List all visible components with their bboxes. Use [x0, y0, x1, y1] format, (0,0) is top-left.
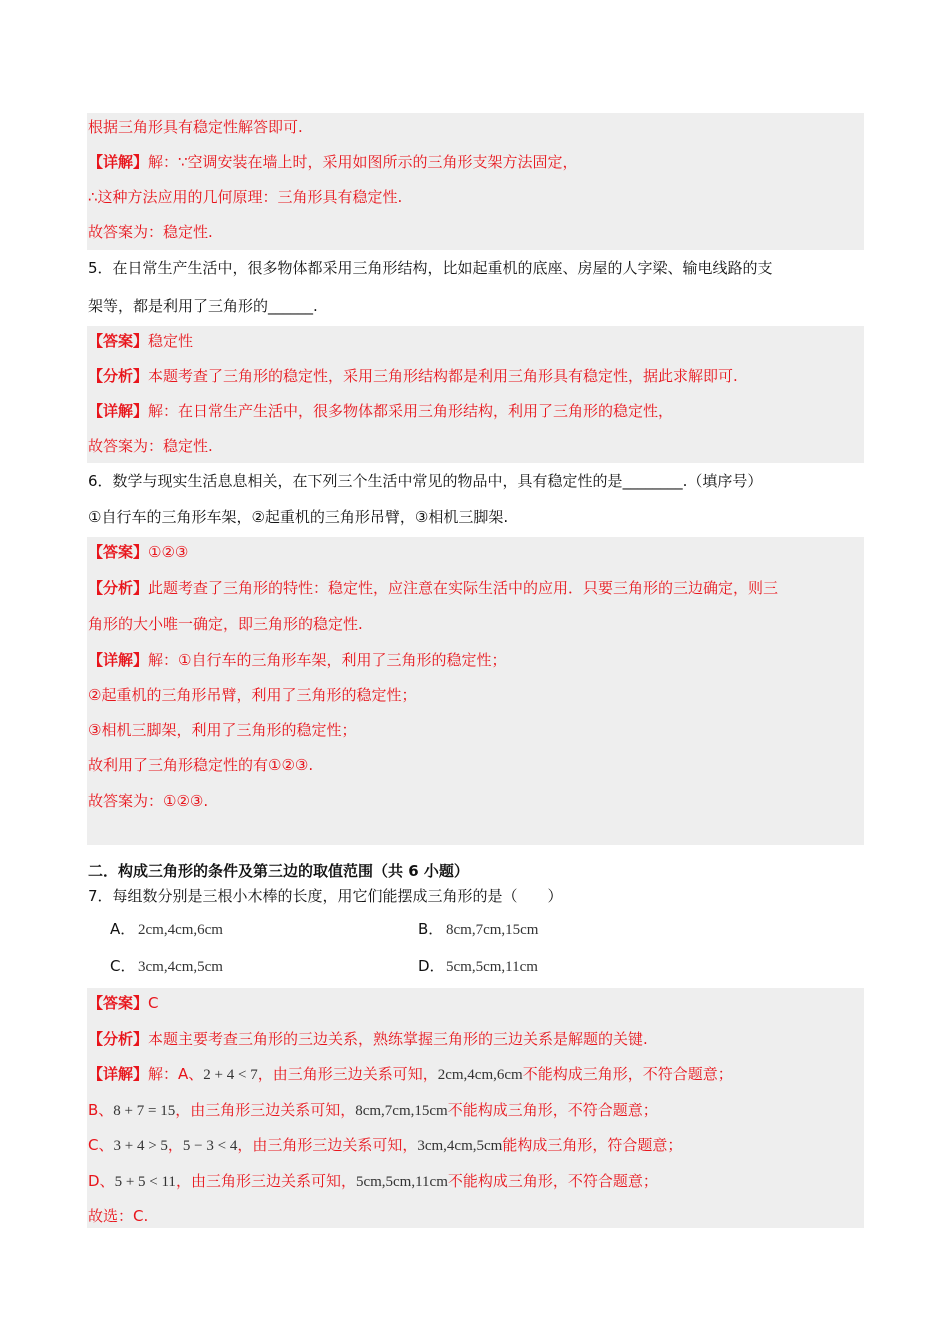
detail-line-d: D、5 + 5 < 11，由三角形三边关系可知，5cm,5cm,11cm不能构成三角形，不符合题意； — [88, 1172, 658, 1190]
detail-tag: 【详解】 — [88, 1065, 149, 1083]
option-label: B． — [418, 920, 444, 938]
question-5-stem-cont: 架等，都是利用了三角形的______. — [88, 297, 318, 315]
option-b — [418, 919, 538, 940]
question-7-stem: 7．每组数分别是三根小木棒的长度，用它们能摆成三角形的是（ ） — [88, 887, 563, 905]
answer-tag: 【答案】 — [88, 332, 149, 350]
option-value: 2cm,4cm,6cm — [138, 922, 223, 938]
answer-blank: ________ — [622, 472, 683, 490]
detail-line-c: C、3 + 4 > 5，5 − 3 < 4，由三角形三边关系可知，3cm,4cm,5cm能构成三角形，符合题意； — [88, 1136, 683, 1154]
detail-line: 【详解】解：①自行车的三角形车架，利用了三角形的稳定性； — [88, 651, 507, 669]
analysis-line-cont: 角形的大小唯一确定，即三角形的稳定性. — [88, 615, 363, 633]
option-value: 8cm,7cm,15cm — [446, 922, 539, 938]
option-value: 5cm,5cm,11cm — [446, 959, 538, 975]
detail-line-a: 【详解】解：A、2 + 4 < 7，由三角形三边关系可知，2cm,4cm,6cm不能构成三角形，不符合题意； — [88, 1065, 733, 1083]
option-label: D． — [418, 957, 445, 975]
detail-line: 【详解】解：在日常生产生活中，很多物体都采用三角形结构，利用了三角形的稳定性， — [88, 402, 674, 420]
answer-line: 【答案】稳定性 — [88, 332, 194, 350]
math-values: 5cm,5cm,11cm — [355, 1174, 448, 1190]
math-expr: 8 + 7 = 15 — [113, 1103, 176, 1119]
detail-line: 故利用了三角形稳定性的有①②③. — [88, 756, 314, 774]
analysis-tag: 【分析】 — [88, 1030, 149, 1048]
analysis-tag: 【分析】 — [88, 579, 149, 597]
option-d — [418, 956, 538, 977]
option-value: 3cm,4cm,5cm — [138, 959, 223, 975]
analysis-line: 【分析】此题考查了三角形的特性：稳定性，应注意在实际生活中的应用．只要三角形的三边确定，则三 — [88, 579, 779, 597]
math-values: 3cm,4cm,5cm — [417, 1138, 503, 1154]
math-expr: 2 + 4 < 7 — [203, 1067, 258, 1083]
math-expr: 5 + 5 < 11 — [114, 1174, 176, 1190]
option-label: C． — [110, 957, 136, 975]
solution-conclusion: 故答案为：稳定性. — [88, 223, 213, 241]
detail-line-b: B、8 + 7 = 15，由三角形三边关系可知，8cm,7cm,15cm不能构成三角形，不符合题意； — [88, 1101, 658, 1119]
solution-text: ∴这种方法应用的几何原理：三角形具有稳定性. — [88, 188, 403, 206]
option-c — [110, 956, 223, 977]
math-values: 2cm,4cm,6cm — [437, 1067, 523, 1083]
analysis-tag: 【分析】 — [88, 367, 149, 385]
question-6-items: ①自行车的三角形车架，②起重机的三角形吊臂，③相机三脚架. — [88, 508, 509, 526]
analysis-line: 【分析】本题主要考查三角形的三边关系，熟练掌握三角形的三边关系是解题的关键. — [88, 1030, 648, 1048]
answer-tag: 【答案】 — [88, 994, 149, 1012]
section-title: 二．构成三角形的条件及第三边的取值范围（共 6 小题） — [88, 862, 469, 880]
detail-line: ③相机三脚架，利用了三角形的稳定性； — [88, 721, 357, 739]
option-label: A． — [110, 920, 136, 938]
detail-tag: 【详解】 — [88, 153, 149, 171]
math-expr: 3 + 4 > 5 — [113, 1138, 168, 1154]
answer-line: 【答案】①②③ — [88, 543, 189, 561]
solution-detail: 【详解】解：∵空调安装在墙上时，采用如图所示的三角形支架方法固定， — [88, 153, 578, 171]
solution-text: 根据三角形具有稳定性解答即可. — [88, 118, 303, 136]
answer-line: 【答案】C — [88, 994, 159, 1012]
math-values: 8cm,7cm,15cm — [355, 1103, 448, 1119]
detail-tag: 【详解】 — [88, 651, 149, 669]
answer-tag: 【答案】 — [88, 543, 149, 561]
question-6-stem: 6．数学与现实生活息息相关，在下列三个生活中常见的物品中，具有稳定性的是________.（填序号） — [88, 472, 763, 490]
detail-line: ②起重机的三角形吊臂，利用了三角形的稳定性； — [88, 686, 417, 704]
conclusion-line: 故答案为：①②③. — [88, 792, 209, 810]
option-a — [110, 919, 223, 940]
conclusion-line: 故选：C. — [88, 1207, 149, 1225]
conclusion-line: 故答案为：稳定性. — [88, 437, 213, 455]
detail-tag: 【详解】 — [88, 402, 149, 420]
answer-blank: ______ — [268, 297, 314, 315]
analysis-line: 【分析】本题考查了三角形的稳定性，采用三角形结构都是利用三角形具有稳定性，据此求解即可. — [88, 367, 738, 385]
question-5-stem: 5．在日常生产生活中，很多物体都采用三角形结构，比如起重机的底座、房屋的人字梁、输电线路的支 — [88, 259, 773, 277]
math-expr: 5 − 3 < 4 — [182, 1138, 238, 1154]
